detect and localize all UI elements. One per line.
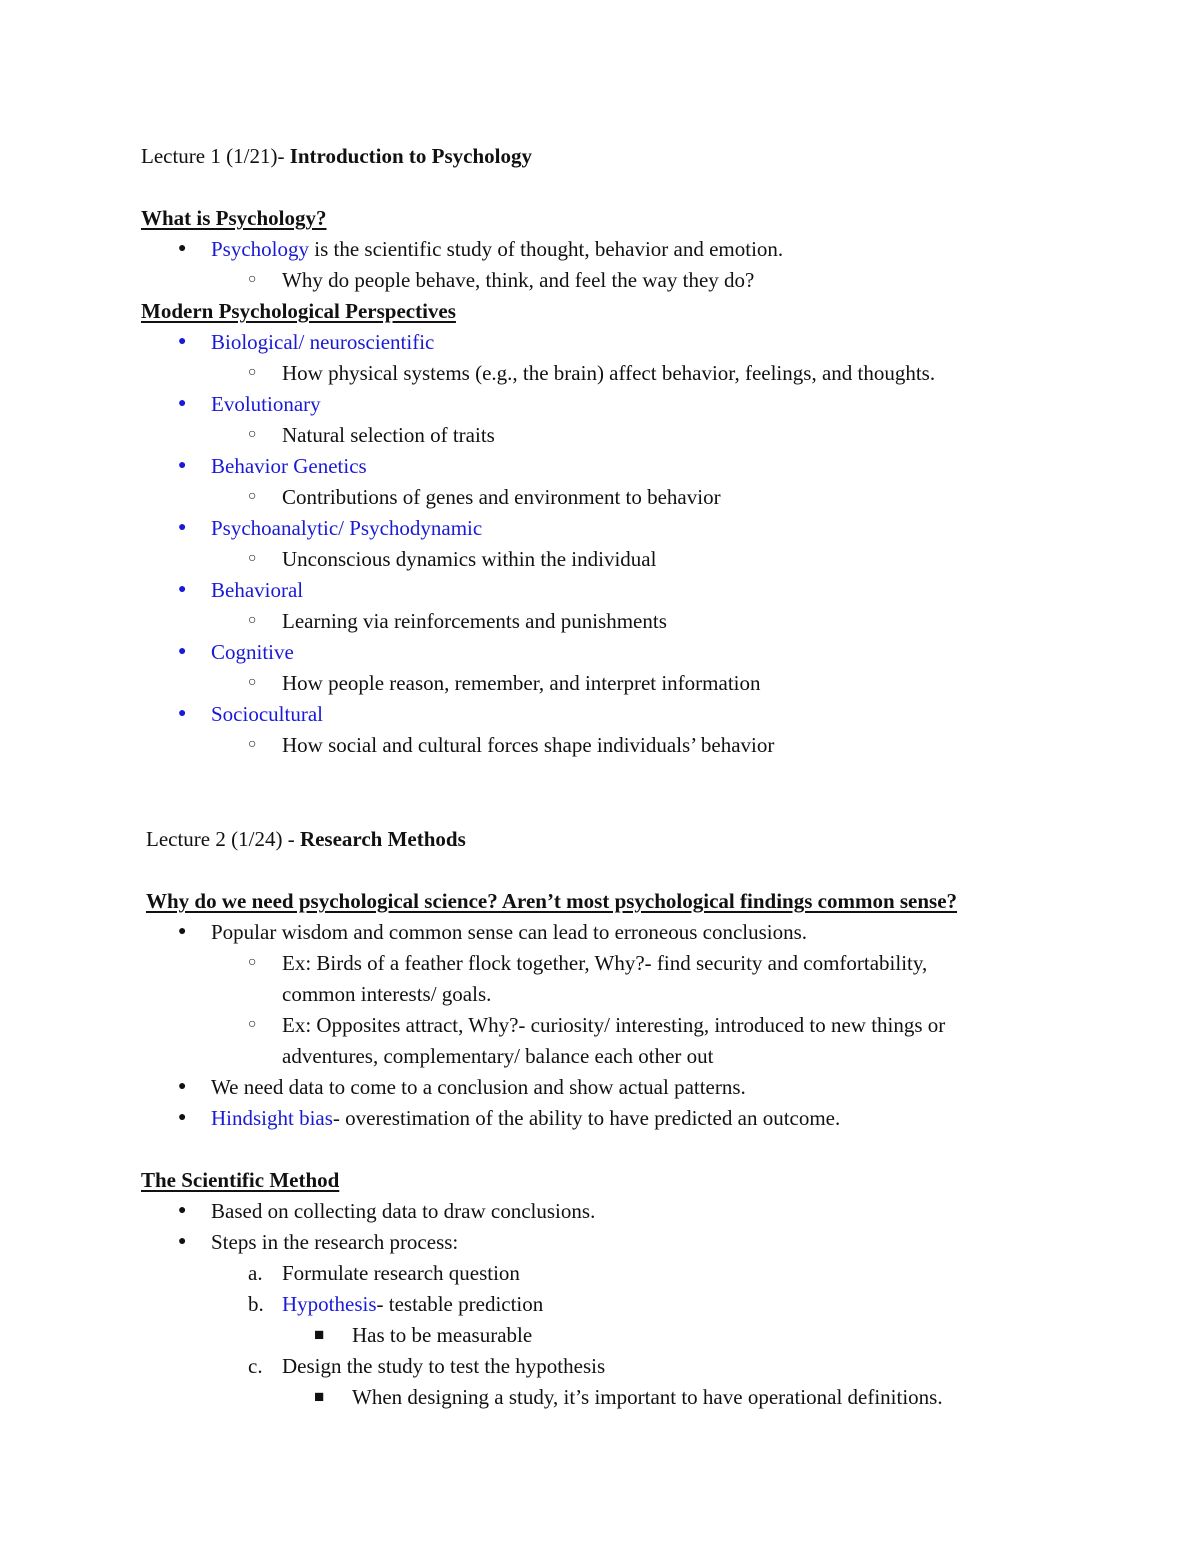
sub-item: Ex: Birds of a feather flock together, Why?- find security and comfortability, xyxy=(282,951,928,975)
bullet-icon: ● xyxy=(178,924,187,939)
perspective-description: How social and cultural forces shape individuals’ behavior xyxy=(282,733,775,757)
circle-bullet-icon: ○ xyxy=(248,551,257,566)
step-marker: c. xyxy=(248,1354,263,1378)
step-item: Design the study to test the hypothesis xyxy=(282,1354,606,1378)
bullet-icon: ● xyxy=(178,1234,187,1249)
step-item: Formulate research question xyxy=(282,1261,520,1285)
section-title-perspectives: Modern Psychological Perspectives xyxy=(141,299,456,323)
circle-bullet-icon: ○ xyxy=(248,675,257,690)
section-title-why-science: Why do we need psychological science? Aren’t most psychological findings common sense? xyxy=(146,889,958,913)
perspective-description: Contributions of genes and environment to behavior xyxy=(282,485,721,509)
sub-sub-item: Has to be measurable xyxy=(352,1323,533,1347)
step-marker: b. xyxy=(248,1292,264,1316)
lecture-1-heading xyxy=(141,142,532,170)
perspective-description: Unconscious dynamics within the individual xyxy=(282,547,657,571)
circle-bullet-icon: ○ xyxy=(248,737,257,752)
lecture-1-prefix: Lecture 1 (1/21)- xyxy=(141,144,290,168)
bullet-icon: ● xyxy=(178,458,187,473)
circle-bullet-icon: ○ xyxy=(248,1017,257,1032)
bullet-icon: ● xyxy=(178,1203,187,1218)
list-item: Psychology is the scientific study of thought, behavior and emotion. xyxy=(211,237,784,261)
perspective-term: Behavior Genetics xyxy=(211,454,367,478)
sub-item: Ex: Opposites attract, Why?- curiosity/ interesting, introduced to new things or xyxy=(282,1013,946,1037)
lecture-2-prefix: Lecture 2 (1/24) - xyxy=(146,827,300,851)
list-item: Steps in the research process: xyxy=(211,1230,459,1254)
bullet-icon: ● xyxy=(178,1079,187,1094)
perspective-term: Behavioral xyxy=(211,578,304,602)
lecture-2-heading xyxy=(146,825,466,853)
perspective-description: Learning via reinforcements and punishments xyxy=(282,609,667,633)
bullet-icon: ● xyxy=(178,706,187,721)
lecture-2-title: Research Methods xyxy=(299,827,466,851)
term-hindsight-bias: Hindsight bias xyxy=(211,1106,333,1130)
sub-item-continued: adventures, complementary/ balance each other out xyxy=(282,1044,714,1068)
perspective-description: How people reason, remember, and interpret information xyxy=(282,671,761,695)
section-title-scientific-method: The Scientific Method xyxy=(141,1168,340,1192)
circle-bullet-icon: ○ xyxy=(248,427,257,442)
step-marker: a. xyxy=(248,1261,263,1285)
bullet-icon: ● xyxy=(178,1110,187,1125)
bullet-icon: ● xyxy=(178,520,187,535)
sub-item-continued: common interests/ goals. xyxy=(282,982,492,1006)
bullet-icon: ● xyxy=(178,644,187,659)
circle-bullet-icon: ○ xyxy=(248,272,257,287)
list-item: Based on collecting data to draw conclusions. xyxy=(211,1199,596,1223)
term-hypothesis: Hypothesis xyxy=(282,1292,377,1316)
term-psychology: Psychology xyxy=(211,237,310,261)
list-item: We need data to come to a conclusion and show actual patterns. xyxy=(211,1075,746,1099)
perspective-term: Cognitive xyxy=(211,640,294,664)
step-item: Hypothesis- testable prediction xyxy=(282,1292,544,1316)
perspective-term: Biological/ neuroscientific xyxy=(211,330,435,354)
perspective-description: How physical systems (e.g., the brain) affect behavior, feelings, and thoughts. xyxy=(282,361,936,385)
bullet-icon: ● xyxy=(178,582,187,597)
perspective-term: Psychoanalytic/ Psychodynamic xyxy=(211,516,483,540)
section-title-what-is-psychology: What is Psychology? xyxy=(141,206,327,230)
bullet-icon: ● xyxy=(178,241,187,256)
sub-item: Why do people behave, think, and feel the way they do? xyxy=(282,268,755,292)
circle-bullet-icon: ○ xyxy=(248,489,257,504)
circle-bullet-icon: ○ xyxy=(248,955,257,970)
bullet-icon: ● xyxy=(178,396,187,411)
square-bullet-icon: ■ xyxy=(314,1325,325,1344)
list-item: Popular wisdom and common sense can lead to erroneous conclusions. xyxy=(211,920,808,944)
perspective-term: Sociocultural xyxy=(211,702,323,726)
square-bullet-icon: ■ xyxy=(314,1387,325,1406)
perspective-term: Evolutionary xyxy=(211,392,321,416)
sub-sub-item: When designing a study, it’s important to have operational definitions. xyxy=(352,1385,943,1409)
list-item: Hindsight bias- overestimation of the ability to have predicted an outcome. xyxy=(211,1106,841,1130)
perspective-description: Natural selection of traits xyxy=(282,423,495,447)
circle-bullet-icon: ○ xyxy=(248,613,257,628)
bullet-icon: ● xyxy=(178,334,187,349)
circle-bullet-icon: ○ xyxy=(248,365,257,380)
lecture-1-title: Introduction to Psychology xyxy=(289,144,532,168)
